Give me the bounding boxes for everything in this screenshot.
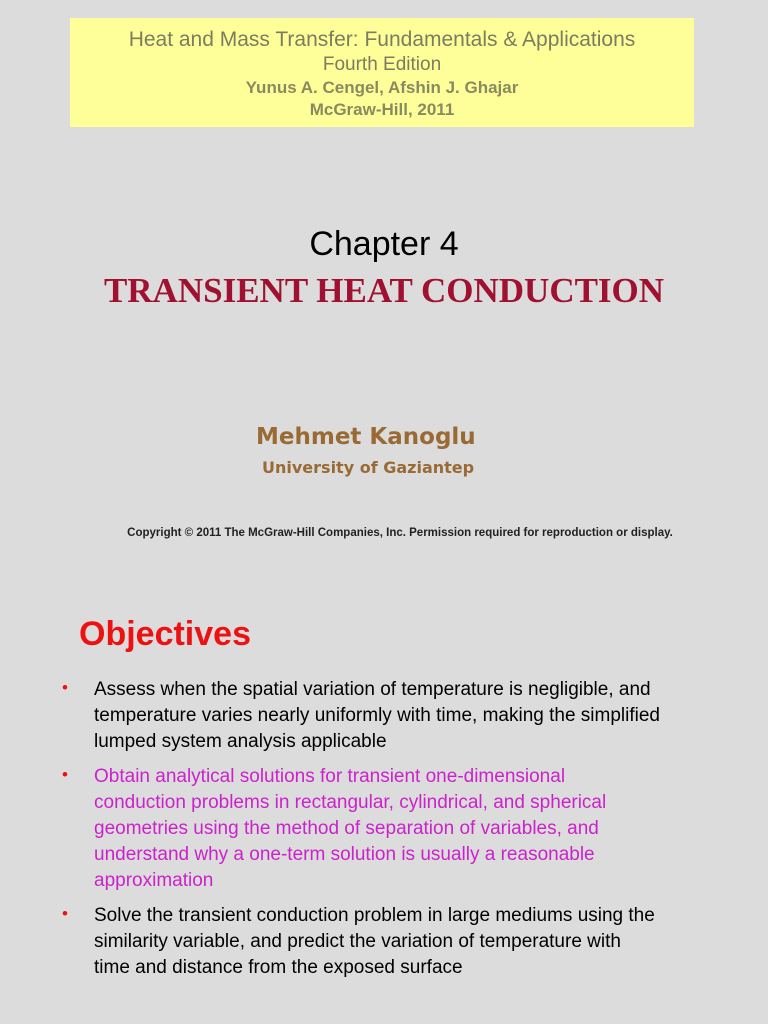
objectives-list [62, 677, 662, 990]
bullet-icon: • [62, 904, 68, 923]
book-info-box [70, 18, 694, 127]
objectives-heading: Objectives [79, 615, 251, 653]
objective-item [62, 677, 662, 755]
presenter-name: Mehmet Kanoglu [256, 424, 476, 450]
presenter-affiliation: University of Gaziantep [262, 458, 475, 477]
book-publisher: McGraw-Hill, 2011 [309, 100, 455, 119]
objective-text: Obtain analytical solutions for transient one-dimensional conduction problems in rectangular, cylindrical, and spherical geometries using the method of separation of variables, and understand why a one-term solution is usually a reasonable approximation [94, 766, 607, 891]
book-authors: Yunus A. Cengel, Afshin J. Ghajar [245, 78, 519, 97]
bullet-icon: • [62, 678, 68, 697]
copyright-notice: Copyright © 2011 The McGraw-Hill Companies, Inc. Permission required for reproduction or display. [127, 527, 673, 539]
objective-item [62, 764, 662, 894]
objective-text: Assess when the spatial variation of temperature is negligible, and temperature varies nearly uniformly with time, making the simplified lumped system analysis applicable [94, 679, 660, 752]
bullet-icon: • [62, 765, 68, 784]
objective-text: Solve the transient conduction problem in large mediums using the similarity variable, and predict the variation of temperature with time and distance from the exposed surface [94, 905, 655, 978]
book-edition: Fourth Edition [322, 54, 442, 75]
book-title: Heat and Mass Transfer: Fundamentals & Applications [128, 28, 636, 51]
chapter-title: TRANSIENT HEAT CONDUCTION [103, 271, 665, 310]
chapter-label: Chapter 4 [309, 225, 459, 263]
objective-item [62, 903, 662, 981]
